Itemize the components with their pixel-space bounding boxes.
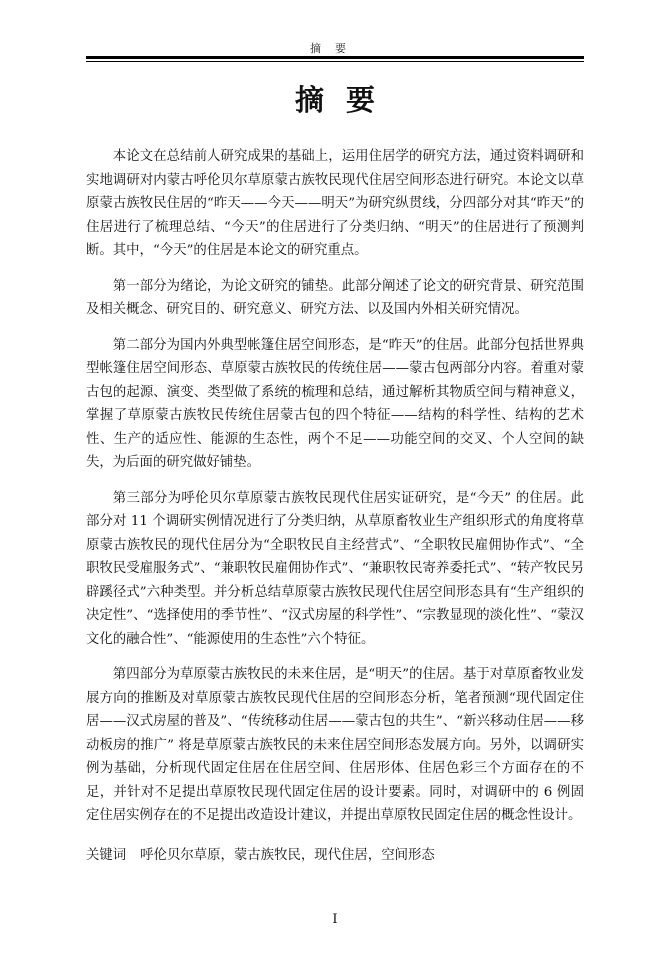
keywords-label: 关键词 <box>86 848 127 863</box>
keywords-line <box>86 845 584 867</box>
header-rule-thin <box>86 61 584 62</box>
keywords-list: 呼伦贝尔草原，蒙古族牧民，现代住居，空间形态 <box>140 848 435 863</box>
page-title: 摘要 <box>294 83 397 117</box>
header-rule-thick <box>86 56 584 59</box>
paragraph-intro: 本论文在总结前人研究成果的基础上，运用住居学的研究方法，通过资料调研和实地调研对内蒙古呼伦贝尔草原蒙古族牧民现代住居空间形态进行研究。本论文以草原蒙古族牧民住居的“昨天——今天——明天”为研究纵贯线，分四部分对其“昨天”的住居进行了梳理总结、“今天”的住居进行了分类归纳、“明天”的住居进行了预测判断。其中，“今天”的住居是本论文的研究重点。 <box>86 149 584 258</box>
page-number: I <box>332 912 338 927</box>
abstract-body <box>86 145 584 840</box>
running-header: 摘要 <box>310 42 360 55</box>
paragraph-part-three: 第三部分为呼伦贝尔草原蒙古族牧民现代住居实证研究，是“今天” 的住居。此部分对 11 个调研实例情况进行了分类归纳，从草原畜牧业生产组织形式的角度将草原蒙古族牧民的现代住居分为“全职牧民自主经营式”、“全职牧民雇佣协作式”、“全职牧民受雇服务式”、“兼职牧民雇佣协作式”、“兼职牧民寄养委托式”、“转产牧民另辟蹊径式”六种类型。并分析总结草原蒙古族牧民现代住居空间形态具有“生产组织的决定性”、“选择使用的季节性”、“汉式房屋的科学性”、“宗教显现的淡化性”、“蒙汉文化的融合性”、“能源使用的生态性”六个特征。 <box>86 490 584 647</box>
paragraph-part-two: 第二部分为国内外典型帐篷住居空间形态，是“昨天”的住居。此部分包括世界典型帐篷住居空间形态、草原蒙古族牧民的传统住居——蒙古包两部分内容。着重对蒙古包的起源、演变、类型做了系统的梳理和总结，通过解析其物质空间与精神意义，掌握了草原蒙古族牧民传统住居蒙古包的四个特征——结构的科学性、结构的艺术性、生产的适应性、能源的生态性，两个不足——功能空间的交叉、个人空间的缺失，为后面的研究做好铺垫。 <box>86 337 584 470</box>
paragraph-part-one: 第一部分为绪论，为论文研究的铺垫。此部分阐述了论文的研究背景、研究范围及相关概念、研究目的、研究意义、研究方法、以及国内外相关研究情况。 <box>86 278 584 317</box>
paragraph-part-four: 第四部分为草原蒙古族牧民的未来住居，是“明天”的住居。基于对草原畜牧业发展方向的推断及对草原蒙古族牧民现代住居的空间形态分析，笔者预测“现代固定住居——汉式房屋的普及”、“传统移动住居——蒙古包的共生”、“新兴移动住居——移动板房的推广” 将是草原蒙古族牧民的未来住居空间形态发展方向。另外，以调研实例为基础，分析现代固定住居在住居空间、住居形体、住居色彩三个方面存在的不足，并针对不足提出草原牧民现代固定住居的设计要素。同时，对调研中的 6 例固定住居实例存在的不足提出改造设计建议，并提出草原牧民固定住居的概念性设计。 <box>86 667 584 823</box>
